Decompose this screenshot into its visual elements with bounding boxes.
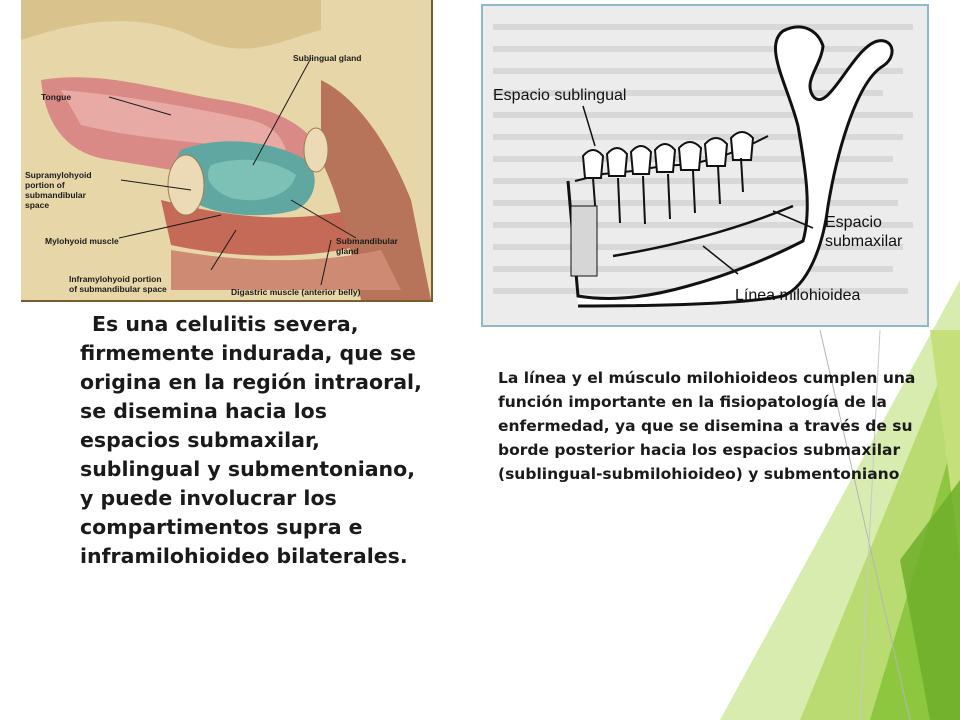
label-tongue: Tongue bbox=[41, 92, 72, 102]
anatomy-illustration bbox=[21, 0, 433, 302]
label-espacio-submaxilar: Espacio submaxilar bbox=[825, 214, 903, 250]
label-supramylohyoid: Supramylohyoid portion of submandibular space bbox=[25, 170, 92, 210]
body-text-right: La línea y el músculo milohioideos cumplen una función importante en la fisiopatología de la enfermedad, ya que se disemina a través de su borde posterior hacia los espacios submaxilar (sublingual-submilohioideo) y submentoniano bbox=[498, 369, 916, 483]
label-digastric-muscle: Digastric muscle (anterior belly) bbox=[231, 287, 361, 297]
label-inframylohyoid: Inframylohyoid portion of submandibular space bbox=[69, 274, 167, 294]
body-text-left: Es una celulitis severa, firmemente indurada, que se origina en la región intraoral, se disemina hacia los espacios submaxilar, sublingual y submentoniano, y puede involucrar los compartimentos supra e inframilohioideo bilaterales. bbox=[80, 312, 422, 568]
label-espacio-sublingual: Espacio sublingual bbox=[493, 87, 627, 104]
label-linea-milohioidea: Línea milohioidea bbox=[735, 287, 861, 304]
mandible-drawing bbox=[483, 6, 927, 325]
label-sublingual-gland: Sublingual gland bbox=[293, 53, 362, 63]
mandible-diagram bbox=[481, 4, 929, 327]
label-mylohyoid-muscle: Mylohyoid muscle bbox=[45, 236, 119, 246]
label-submandibular-gland: Submandibular gland bbox=[336, 236, 398, 256]
